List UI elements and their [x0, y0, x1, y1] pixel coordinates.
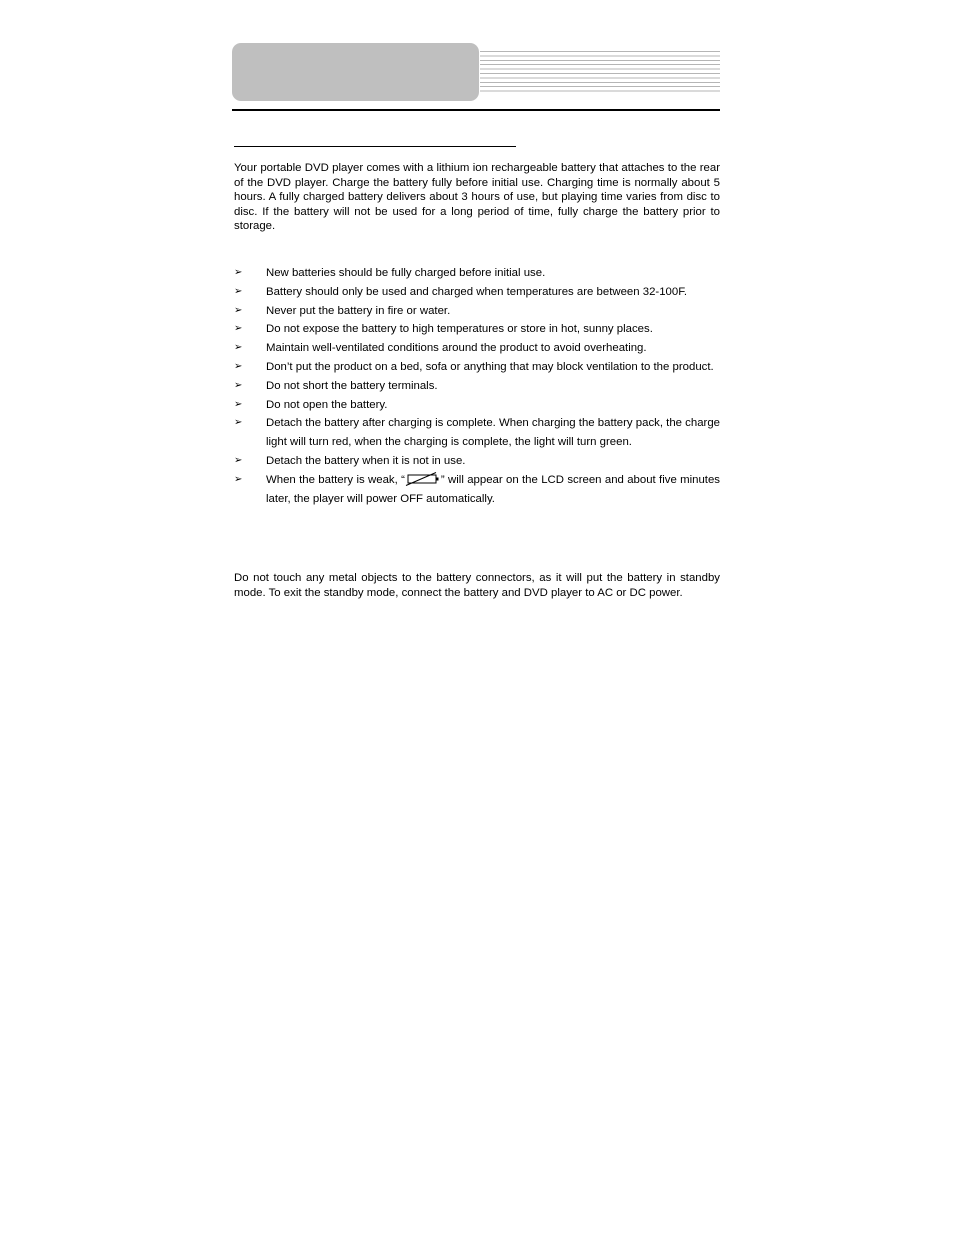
list-item: ➢ New batteries should be fully charged before initial use. [234, 264, 720, 283]
standby-note-paragraph: Do not touch any metal objects to the battery connectors, as it will put the battery in standby mode. To exit the standby mode, connect the battery and DVD player to AC or DC power. [234, 572, 720, 599]
list-item-weak-battery: ➢ When the battery is weak, “ ” will appear on the LCD screen and about five minutes later, the player will power OFF automatically. [234, 471, 720, 509]
list-item: ➢ Never put the battery in fire or water. [234, 302, 720, 321]
list-item: ➢ Detach the battery when it is not in use. [234, 452, 720, 471]
list-item: ➢ Maintain well-ventilated conditions around the product to avoid overheating. [234, 339, 720, 358]
bullet-arrow-icon: ➢ [234, 454, 243, 466]
section-heading-rule [234, 146, 516, 147]
list-item: ➢ Do not expose the battery to high temperatures or store in hot, sunny places. [234, 320, 720, 339]
bullet-arrow-icon: ➢ [234, 417, 243, 429]
bullet-arrow-icon: ➢ [234, 304, 243, 316]
list-item: ➢ Do not open the battery. [234, 396, 720, 415]
bullet-arrow-icon: ➢ [234, 473, 243, 485]
intro-paragraph: Your portable DVD player comes with a lithium ion rechargeable battery that attaches to the rear of the DVD player. Charge the battery fully before initial use. Charging time is normally about 5 hours. A fully charged battery delivers about 3 hours of use, but playing time varies from disc to disc. If the battery will not be used for a long period of time, fully charge the battery prior to storage. [234, 162, 720, 232]
header-stripes [480, 51, 720, 95]
bullet-arrow-icon: ➢ [234, 342, 243, 354]
bullet-arrow-icon: ➢ [234, 398, 243, 410]
battery-precautions-list [234, 264, 720, 508]
bullet-arrow-icon: ➢ [234, 285, 243, 297]
header-rule [232, 109, 720, 111]
list-item: ➢ Detach the battery after charging is complete. When charging the battery pack, the charge light will turn red, when the charging is complete, the light will turn green. [234, 414, 720, 452]
list-item: ➢ Don’t put the product on a bed, sofa or anything that may block ventilation to the product. [234, 358, 720, 377]
bullet-arrow-icon: ➢ [234, 267, 243, 278]
bullet-arrow-icon: ➢ [234, 379, 243, 391]
bullet-arrow-icon: ➢ [234, 360, 243, 372]
bullet-arrow-icon: ➢ [234, 323, 243, 335]
header-tab [232, 43, 479, 101]
list-item: ➢ Do not short the battery terminals. [234, 377, 720, 396]
low-battery-icon [405, 472, 441, 486]
list-item: ➢ Battery should only be used and charged when temperatures are between 32-100F. [234, 283, 720, 302]
